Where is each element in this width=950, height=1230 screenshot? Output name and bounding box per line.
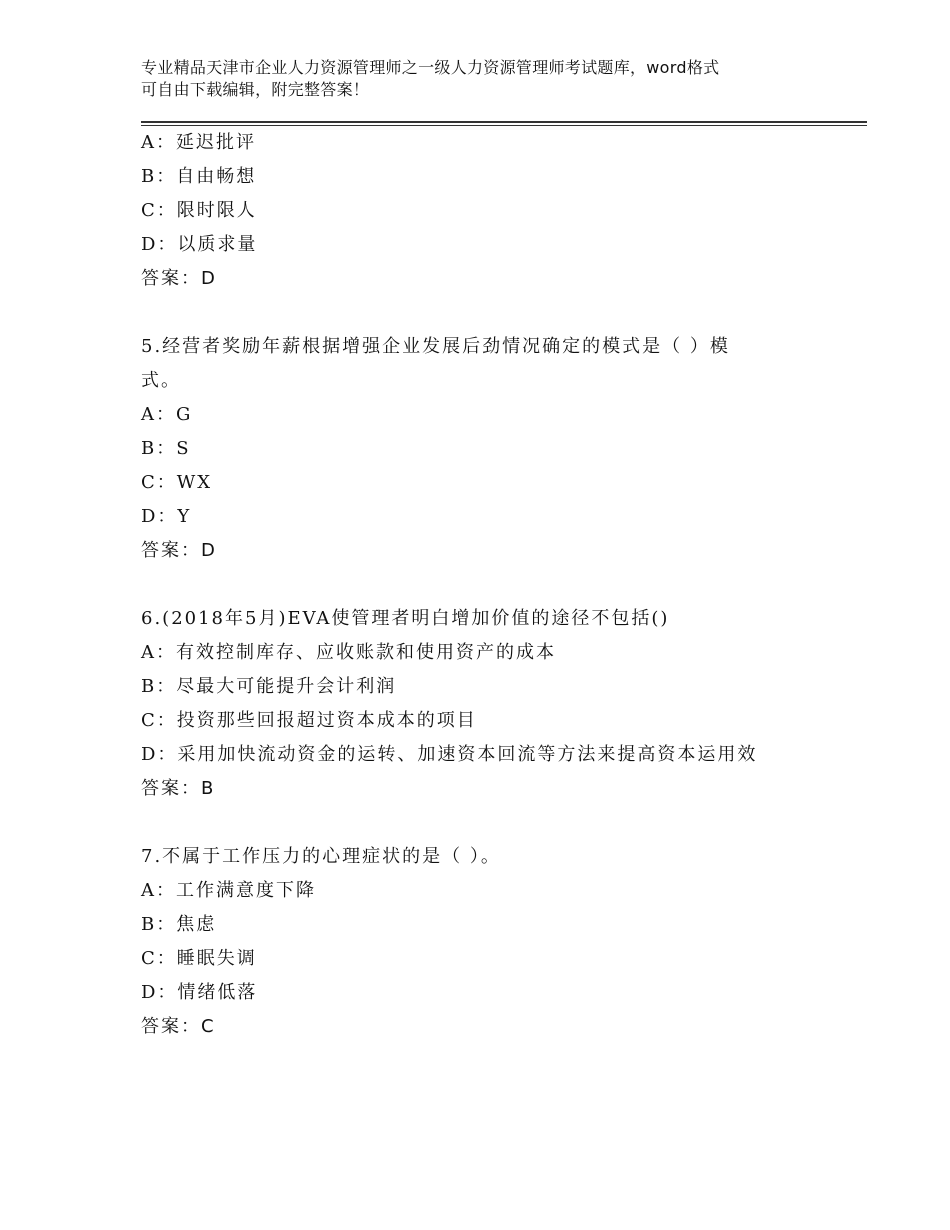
option-a: A：G [141,404,193,425]
option-d: D：采用加快流动资金的运转、加速资本回流等方法来提高资本运用效 [141,744,758,765]
answer: 答案：C [141,1016,216,1037]
header-divider-thick [141,121,867,123]
question-stem-continued: 式。 [141,370,181,391]
question-6 [141,602,867,806]
option-a: A：延迟批评 [141,132,256,153]
question-stem: 7.不属于工作压力的心理症状的是（ ）。 [141,846,501,867]
option-b: B：尽最大可能提升会计利润 [141,676,397,697]
answer: 答案：B [141,778,216,799]
option-a: A：有效控制库存、应收账款和使用资产的成本 [141,642,556,663]
header-line-1: 专业精品天津市企业人力资源管理师之一级人力资源管理师考试题库，word格式 [141,58,720,77]
option-a: A：工作满意度下降 [141,880,316,901]
document-header [141,57,841,101]
spacer [141,806,867,840]
question-stem: 6.(2018年5月)EVA使管理者明白增加价值的途径不包括() [141,608,670,629]
question-7 [141,840,867,1044]
option-c: C：WX [141,472,213,493]
header-line-2: 可自由下载编辑，附完整答案！ [141,80,370,99]
option-d: D：Y [141,506,192,527]
answer: 答案：D [141,540,217,561]
option-b: B：S [141,438,191,459]
option-c: C：限时限人 [141,200,257,221]
option-c: C：投资那些回报超过资本成本的项目 [141,710,477,731]
spacer [141,296,867,330]
question-4 [141,126,867,296]
spacer [141,568,867,602]
option-b: B：自由畅想 [141,166,257,187]
option-d: D：情绪低落 [141,982,258,1003]
answer: 答案：D [141,268,217,289]
option-b: B：焦虑 [141,914,217,935]
question-5 [141,330,867,568]
option-d: D：以质求量 [141,234,258,255]
option-c: C：睡眠失调 [141,948,257,969]
question-stem: 5.经营者奖励年薪根据增强企业发展后劲情况确定的模式是（ ）模 [141,336,730,357]
question-list [141,126,867,1044]
